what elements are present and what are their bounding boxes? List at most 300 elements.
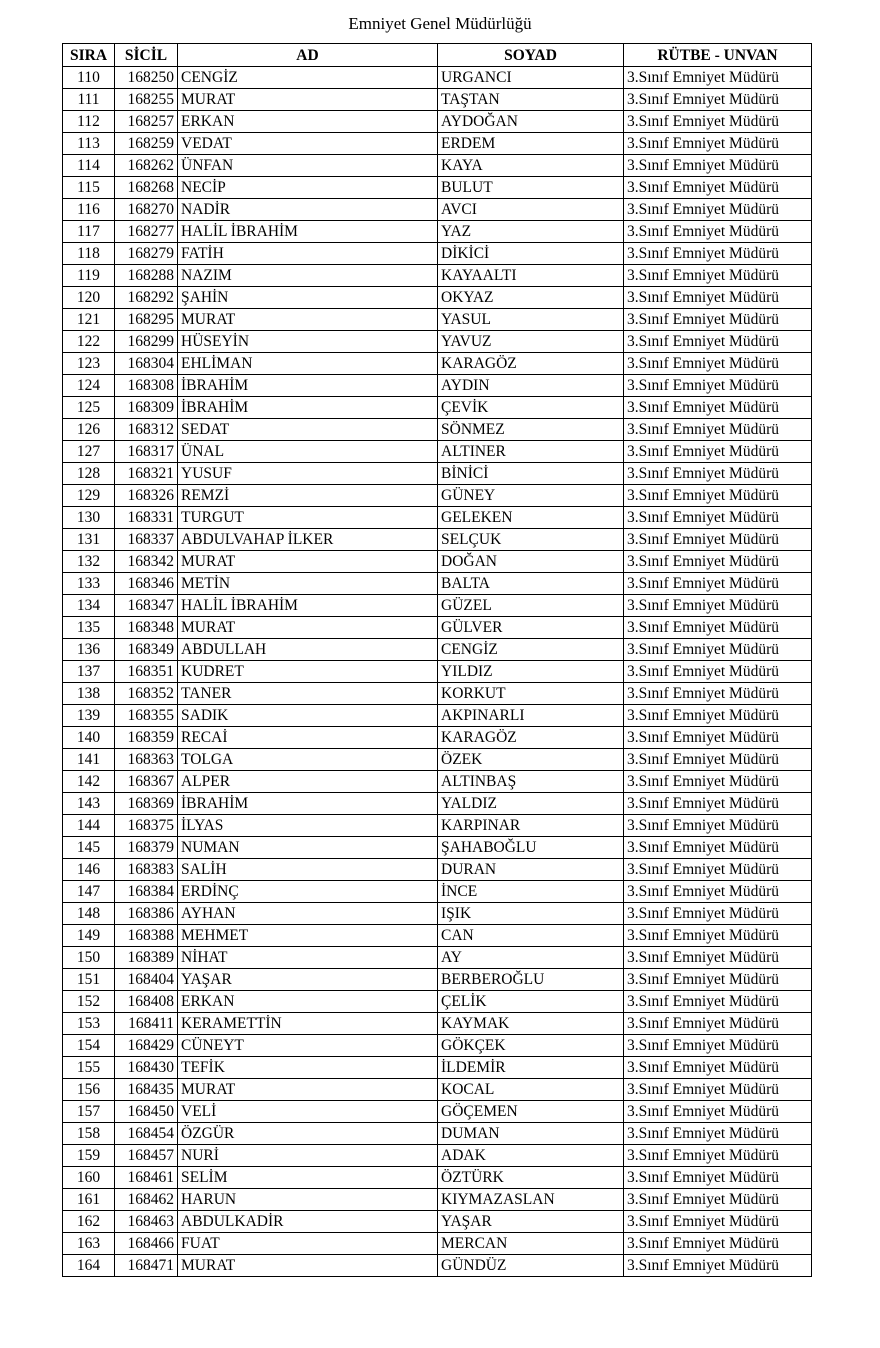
cell-ad: MURAT — [178, 309, 438, 331]
table-row — [63, 485, 812, 507]
cell-ad: HÜSEYİN — [178, 331, 438, 353]
cell-sira: 124 — [63, 375, 115, 397]
cell-rutbe: 3.Sınıf Emniyet Müdürü — [624, 441, 812, 463]
cell-sicil: 168411 — [115, 1013, 178, 1035]
cell-sira: 145 — [63, 837, 115, 859]
cell-ad: İBRAHİM — [178, 375, 438, 397]
cell-ad: ÖZGÜR — [178, 1123, 438, 1145]
cell-ad: SELİM — [178, 1167, 438, 1189]
cell-rutbe: 3.Sınıf Emniyet Müdürü — [624, 617, 812, 639]
cell-rutbe: 3.Sınıf Emniyet Müdürü — [624, 199, 812, 221]
cell-soyad: YAŞAR — [438, 1211, 624, 1233]
cell-sira: 140 — [63, 727, 115, 749]
cell-sira: 136 — [63, 639, 115, 661]
cell-rutbe: 3.Sınıf Emniyet Müdürü — [624, 1145, 812, 1167]
cell-rutbe: 3.Sınıf Emniyet Müdürü — [624, 353, 812, 375]
cell-soyad: CENGİZ — [438, 639, 624, 661]
cell-soyad: ÖZEK — [438, 749, 624, 771]
cell-soyad: AVCI — [438, 199, 624, 221]
cell-sicil: 168347 — [115, 595, 178, 617]
cell-sira: 160 — [63, 1167, 115, 1189]
page-title: Emniyet Genel Müdürlüğü — [348, 14, 532, 33]
table-row — [63, 969, 812, 991]
table-row — [63, 837, 812, 859]
cell-sira: 164 — [63, 1255, 115, 1277]
cell-ad: MURAT — [178, 1255, 438, 1277]
cell-sira: 111 — [63, 89, 115, 111]
cell-sicil: 168355 — [115, 705, 178, 727]
cell-ad: ERDİNÇ — [178, 881, 438, 903]
table-row — [63, 133, 812, 155]
cell-sira: 157 — [63, 1101, 115, 1123]
cell-sicil: 168408 — [115, 991, 178, 1013]
table-row — [63, 463, 812, 485]
cell-sicil: 168312 — [115, 419, 178, 441]
cell-ad: ABDULLAH — [178, 639, 438, 661]
cell-sira: 162 — [63, 1211, 115, 1233]
table-row — [63, 991, 812, 1013]
table-row — [63, 639, 812, 661]
cell-rutbe: 3.Sınıf Emniyet Müdürü — [624, 683, 812, 705]
cell-rutbe: 3.Sınıf Emniyet Müdürü — [624, 177, 812, 199]
table-row — [63, 1013, 812, 1035]
cell-sira: 114 — [63, 155, 115, 177]
cell-sira: 156 — [63, 1079, 115, 1101]
table-row — [63, 1035, 812, 1057]
cell-sira: 123 — [63, 353, 115, 375]
cell-sira: 149 — [63, 925, 115, 947]
cell-sicil: 168461 — [115, 1167, 178, 1189]
cell-sira: 154 — [63, 1035, 115, 1057]
column-header-soyad: SOYAD — [438, 44, 624, 67]
cell-soyad: AYDIN — [438, 375, 624, 397]
cell-sira: 135 — [63, 617, 115, 639]
cell-soyad: İLDEMİR — [438, 1057, 624, 1079]
cell-sira: 155 — [63, 1057, 115, 1079]
cell-rutbe: 3.Sınıf Emniyet Müdürü — [624, 265, 812, 287]
cell-rutbe: 3.Sınıf Emniyet Müdürü — [624, 749, 812, 771]
cell-soyad: GÜNEY — [438, 485, 624, 507]
cell-rutbe: 3.Sınıf Emniyet Müdürü — [624, 507, 812, 529]
cell-sira: 110 — [63, 67, 115, 89]
table-row — [63, 287, 812, 309]
cell-sicil: 168429 — [115, 1035, 178, 1057]
cell-ad: ÜNAL — [178, 441, 438, 463]
cell-rutbe: 3.Sınıf Emniyet Müdürü — [624, 463, 812, 485]
cell-ad: MURAT — [178, 617, 438, 639]
table-row — [63, 177, 812, 199]
cell-rutbe: 3.Sınıf Emniyet Müdürü — [624, 705, 812, 727]
cell-soyad: GÜNDÜZ — [438, 1255, 624, 1277]
cell-soyad: GÖKÇEK — [438, 1035, 624, 1057]
cell-ad: KERAMETTİN — [178, 1013, 438, 1035]
cell-rutbe: 3.Sınıf Emniyet Müdürü — [624, 925, 812, 947]
cell-sicil: 168384 — [115, 881, 178, 903]
cell-sira: 146 — [63, 859, 115, 881]
cell-soyad: DİKİCİ — [438, 243, 624, 265]
table-row — [63, 309, 812, 331]
cell-rutbe: 3.Sınıf Emniyet Müdürü — [624, 859, 812, 881]
cell-sicil: 168379 — [115, 837, 178, 859]
cell-rutbe: 3.Sınıf Emniyet Müdürü — [624, 793, 812, 815]
cell-sicil: 168295 — [115, 309, 178, 331]
cell-ad: SALİH — [178, 859, 438, 881]
cell-soyad: ÇELİK — [438, 991, 624, 1013]
cell-soyad: DURAN — [438, 859, 624, 881]
cell-rutbe: 3.Sınıf Emniyet Müdürü — [624, 771, 812, 793]
cell-ad: ERKAN — [178, 111, 438, 133]
cell-sira: 131 — [63, 529, 115, 551]
cell-sira: 116 — [63, 199, 115, 221]
cell-sicil: 168279 — [115, 243, 178, 265]
cell-ad: MURAT — [178, 1079, 438, 1101]
cell-rutbe: 3.Sınıf Emniyet Müdürü — [624, 1255, 812, 1277]
table-row — [63, 1145, 812, 1167]
cell-ad: TOLGA — [178, 749, 438, 771]
cell-rutbe: 3.Sınıf Emniyet Müdürü — [624, 727, 812, 749]
cell-ad: YUSUF — [178, 463, 438, 485]
cell-sicil: 168317 — [115, 441, 178, 463]
cell-ad: TANER — [178, 683, 438, 705]
cell-ad: NADİR — [178, 199, 438, 221]
cell-sicil: 168257 — [115, 111, 178, 133]
cell-sicil: 168308 — [115, 375, 178, 397]
cell-sicil: 168309 — [115, 397, 178, 419]
cell-sira: 127 — [63, 441, 115, 463]
cell-soyad: CAN — [438, 925, 624, 947]
cell-sicil: 168375 — [115, 815, 178, 837]
cell-ad: HARUN — [178, 1189, 438, 1211]
column-header-sicil: SİCİL — [115, 44, 178, 67]
cell-rutbe: 3.Sınıf Emniyet Müdürü — [624, 815, 812, 837]
table-row — [63, 1211, 812, 1233]
cell-rutbe: 3.Sınıf Emniyet Müdürü — [624, 221, 812, 243]
cell-soyad: KORKUT — [438, 683, 624, 705]
cell-sicil: 168383 — [115, 859, 178, 881]
cell-sira: 126 — [63, 419, 115, 441]
cell-sira: 133 — [63, 573, 115, 595]
cell-sicil: 168386 — [115, 903, 178, 925]
table-row — [63, 265, 812, 287]
cell-ad: ABDULVAHAP İLKER — [178, 529, 438, 551]
cell-sira: 161 — [63, 1189, 115, 1211]
cell-ad: İBRAHİM — [178, 793, 438, 815]
cell-soyad: TAŞTAN — [438, 89, 624, 111]
cell-rutbe: 3.Sınıf Emniyet Müdürü — [624, 969, 812, 991]
cell-rutbe: 3.Sınıf Emniyet Müdürü — [624, 1079, 812, 1101]
cell-rutbe: 3.Sınıf Emniyet Müdürü — [624, 947, 812, 969]
table-row — [63, 749, 812, 771]
table-row — [63, 903, 812, 925]
table-row — [63, 1255, 812, 1277]
cell-sira: 121 — [63, 309, 115, 331]
cell-soyad: BULUT — [438, 177, 624, 199]
cell-sira: 134 — [63, 595, 115, 617]
cell-sira: 128 — [63, 463, 115, 485]
cell-sicil: 168363 — [115, 749, 178, 771]
cell-sicil: 168349 — [115, 639, 178, 661]
cell-sicil: 168331 — [115, 507, 178, 529]
table-row — [63, 793, 812, 815]
cell-rutbe: 3.Sınıf Emniyet Müdürü — [624, 309, 812, 331]
cell-soyad: DOĞAN — [438, 551, 624, 573]
cell-soyad: KOCAL — [438, 1079, 624, 1101]
cell-sira: 163 — [63, 1233, 115, 1255]
cell-rutbe: 3.Sınıf Emniyet Müdürü — [624, 1211, 812, 1233]
table-row — [63, 551, 812, 573]
cell-ad: VEDAT — [178, 133, 438, 155]
cell-ad: RECAİ — [178, 727, 438, 749]
cell-rutbe: 3.Sınıf Emniyet Müdürü — [624, 485, 812, 507]
cell-sicil: 168304 — [115, 353, 178, 375]
cell-ad: ŞAHİN — [178, 287, 438, 309]
cell-ad: NECİP — [178, 177, 438, 199]
cell-sira: 120 — [63, 287, 115, 309]
table-row — [63, 67, 812, 89]
cell-ad: ÜNFAN — [178, 155, 438, 177]
cell-soyad: KAYA — [438, 155, 624, 177]
cell-sira: 151 — [63, 969, 115, 991]
table-row — [63, 89, 812, 111]
cell-sicil: 168435 — [115, 1079, 178, 1101]
cell-ad: TURGUT — [178, 507, 438, 529]
cell-ad: ERKAN — [178, 991, 438, 1013]
cell-sicil: 168255 — [115, 89, 178, 111]
table-row — [63, 1101, 812, 1123]
cell-sira: 118 — [63, 243, 115, 265]
cell-sira: 153 — [63, 1013, 115, 1035]
cell-sicil: 168348 — [115, 617, 178, 639]
cell-soyad: URGANCI — [438, 67, 624, 89]
cell-rutbe: 3.Sınıf Emniyet Müdürü — [624, 1013, 812, 1035]
table-row — [63, 331, 812, 353]
cell-ad: İLYAS — [178, 815, 438, 837]
cell-sicil: 168342 — [115, 551, 178, 573]
table-row — [63, 683, 812, 705]
table-row — [63, 111, 812, 133]
table-row — [63, 1189, 812, 1211]
cell-ad: NİHAT — [178, 947, 438, 969]
table-row — [63, 529, 812, 551]
cell-sicil: 168367 — [115, 771, 178, 793]
cell-sicil: 168466 — [115, 1233, 178, 1255]
column-header-sira: SIRA — [63, 44, 115, 67]
cell-ad: HALİL İBRAHİM — [178, 595, 438, 617]
cell-sicil: 168389 — [115, 947, 178, 969]
cell-rutbe: 3.Sınıf Emniyet Müdürü — [624, 111, 812, 133]
cell-soyad: YAZ — [438, 221, 624, 243]
cell-soyad: KIYMAZASLAN — [438, 1189, 624, 1211]
cell-ad: NURİ — [178, 1145, 438, 1167]
cell-sira: 152 — [63, 991, 115, 1013]
cell-sira: 113 — [63, 133, 115, 155]
table-row — [63, 375, 812, 397]
cell-soyad: YAVUZ — [438, 331, 624, 353]
column-header-ad: AD — [178, 44, 438, 67]
cell-rutbe: 3.Sınıf Emniyet Müdürü — [624, 331, 812, 353]
cell-sira: 122 — [63, 331, 115, 353]
cell-sicil: 168277 — [115, 221, 178, 243]
cell-sicil: 168351 — [115, 661, 178, 683]
cell-sicil: 168262 — [115, 155, 178, 177]
table-row — [63, 1123, 812, 1145]
cell-sira: 117 — [63, 221, 115, 243]
table-row — [63, 617, 812, 639]
cell-sira: 139 — [63, 705, 115, 727]
cell-rutbe: 3.Sınıf Emniyet Müdürü — [624, 287, 812, 309]
table-header-row — [63, 44, 812, 67]
table-row — [63, 221, 812, 243]
cell-ad: VELİ — [178, 1101, 438, 1123]
cell-rutbe: 3.Sınıf Emniyet Müdürü — [624, 155, 812, 177]
cell-sicil: 168337 — [115, 529, 178, 551]
cell-rutbe: 3.Sınıf Emniyet Müdürü — [624, 573, 812, 595]
table-body — [63, 67, 812, 1277]
cell-soyad: ALTINBAŞ — [438, 771, 624, 793]
cell-sicil: 168430 — [115, 1057, 178, 1079]
cell-rutbe: 3.Sınıf Emniyet Müdürü — [624, 529, 812, 551]
cell-sicil: 168463 — [115, 1211, 178, 1233]
table-row — [63, 1233, 812, 1255]
cell-ad: REMZİ — [178, 485, 438, 507]
table-row — [63, 705, 812, 727]
cell-sicil: 168454 — [115, 1123, 178, 1145]
cell-ad: ABDULKADİR — [178, 1211, 438, 1233]
cell-sicil: 168369 — [115, 793, 178, 815]
cell-soyad: GÜZEL — [438, 595, 624, 617]
cell-sira: 119 — [63, 265, 115, 287]
table-row — [63, 573, 812, 595]
cell-rutbe: 3.Sınıf Emniyet Müdürü — [624, 903, 812, 925]
table-row — [63, 507, 812, 529]
cell-sicil: 168404 — [115, 969, 178, 991]
table-row — [63, 859, 812, 881]
cell-soyad: KARAGÖZ — [438, 727, 624, 749]
cell-soyad: BALTA — [438, 573, 624, 595]
cell-ad: SADIK — [178, 705, 438, 727]
cell-soyad: ÇEVİK — [438, 397, 624, 419]
cell-sicil: 168250 — [115, 67, 178, 89]
cell-rutbe: 3.Sınıf Emniyet Müdürü — [624, 1189, 812, 1211]
cell-sicil: 168326 — [115, 485, 178, 507]
cell-soyad: İNCE — [438, 881, 624, 903]
cell-soyad: BİNİCİ — [438, 463, 624, 485]
cell-sira: 148 — [63, 903, 115, 925]
cell-rutbe: 3.Sınıf Emniyet Müdürü — [624, 1101, 812, 1123]
cell-sicil: 168346 — [115, 573, 178, 595]
cell-rutbe: 3.Sınıf Emniyet Müdürü — [624, 133, 812, 155]
cell-soyad: MERCAN — [438, 1233, 624, 1255]
cell-rutbe: 3.Sınıf Emniyet Müdürü — [624, 1123, 812, 1145]
table-row — [63, 595, 812, 617]
cell-soyad: ALTINER — [438, 441, 624, 463]
cell-soyad: OKYAZ — [438, 287, 624, 309]
cell-soyad: AYDOĞAN — [438, 111, 624, 133]
cell-soyad: ADAK — [438, 1145, 624, 1167]
cell-sira: 115 — [63, 177, 115, 199]
cell-sicil: 168288 — [115, 265, 178, 287]
cell-sicil: 168388 — [115, 925, 178, 947]
cell-soyad: ŞAHABOĞLU — [438, 837, 624, 859]
cell-sira: 141 — [63, 749, 115, 771]
table-row — [63, 419, 812, 441]
cell-rutbe: 3.Sınıf Emniyet Müdürü — [624, 991, 812, 1013]
cell-sira: 144 — [63, 815, 115, 837]
cell-sira: 112 — [63, 111, 115, 133]
table-row — [63, 1167, 812, 1189]
table-row — [63, 155, 812, 177]
cell-soyad: BERBEROĞLU — [438, 969, 624, 991]
cell-soyad: ÖZTÜRK — [438, 1167, 624, 1189]
table-row — [63, 199, 812, 221]
cell-sicil: 168457 — [115, 1145, 178, 1167]
cell-ad: FUAT — [178, 1233, 438, 1255]
personnel-table — [62, 43, 812, 1277]
cell-soyad: GELEKEN — [438, 507, 624, 529]
cell-rutbe: 3.Sınıf Emniyet Müdürü — [624, 595, 812, 617]
table-row — [63, 947, 812, 969]
cell-sicil: 168352 — [115, 683, 178, 705]
cell-ad: SEDAT — [178, 419, 438, 441]
cell-soyad: DUMAN — [438, 1123, 624, 1145]
table-row — [63, 441, 812, 463]
cell-ad: FATİH — [178, 243, 438, 265]
cell-soyad: YALDIZ — [438, 793, 624, 815]
cell-soyad: ERDEM — [438, 133, 624, 155]
cell-sira: 132 — [63, 551, 115, 573]
cell-sicil: 168450 — [115, 1101, 178, 1123]
cell-rutbe: 3.Sınıf Emniyet Müdürü — [624, 397, 812, 419]
cell-sira: 138 — [63, 683, 115, 705]
cell-sira: 129 — [63, 485, 115, 507]
cell-sicil: 168471 — [115, 1255, 178, 1277]
table-row — [63, 881, 812, 903]
cell-soyad: KAYMAK — [438, 1013, 624, 1035]
cell-soyad: SELÇUK — [438, 529, 624, 551]
cell-rutbe: 3.Sınıf Emniyet Müdürü — [624, 419, 812, 441]
cell-sicil: 168292 — [115, 287, 178, 309]
cell-sira: 159 — [63, 1145, 115, 1167]
cell-ad: NUMAN — [178, 837, 438, 859]
cell-ad: HALİL İBRAHİM — [178, 221, 438, 243]
cell-ad: MEHMET — [178, 925, 438, 947]
cell-sicil: 168321 — [115, 463, 178, 485]
cell-ad: ALPER — [178, 771, 438, 793]
cell-rutbe: 3.Sınıf Emniyet Müdürü — [624, 639, 812, 661]
cell-rutbe: 3.Sınıf Emniyet Müdürü — [624, 375, 812, 397]
cell-soyad: YASUL — [438, 309, 624, 331]
cell-sira: 125 — [63, 397, 115, 419]
cell-ad: TEFİK — [178, 1057, 438, 1079]
cell-soyad: AKPINARLI — [438, 705, 624, 727]
cell-ad: MURAT — [178, 89, 438, 111]
table-row — [63, 771, 812, 793]
cell-ad: YAŞAR — [178, 969, 438, 991]
cell-ad: METİN — [178, 573, 438, 595]
table-row — [63, 397, 812, 419]
cell-rutbe: 3.Sınıf Emniyet Müdürü — [624, 243, 812, 265]
table-row — [63, 353, 812, 375]
cell-soyad: AY — [438, 947, 624, 969]
table-row — [63, 925, 812, 947]
cell-ad: CENGİZ — [178, 67, 438, 89]
cell-soyad: GÖÇEMEN — [438, 1101, 624, 1123]
cell-soyad: YILDIZ — [438, 661, 624, 683]
cell-sira: 130 — [63, 507, 115, 529]
cell-sicil: 168299 — [115, 331, 178, 353]
cell-sicil: 168268 — [115, 177, 178, 199]
cell-soyad: KARPINAR — [438, 815, 624, 837]
